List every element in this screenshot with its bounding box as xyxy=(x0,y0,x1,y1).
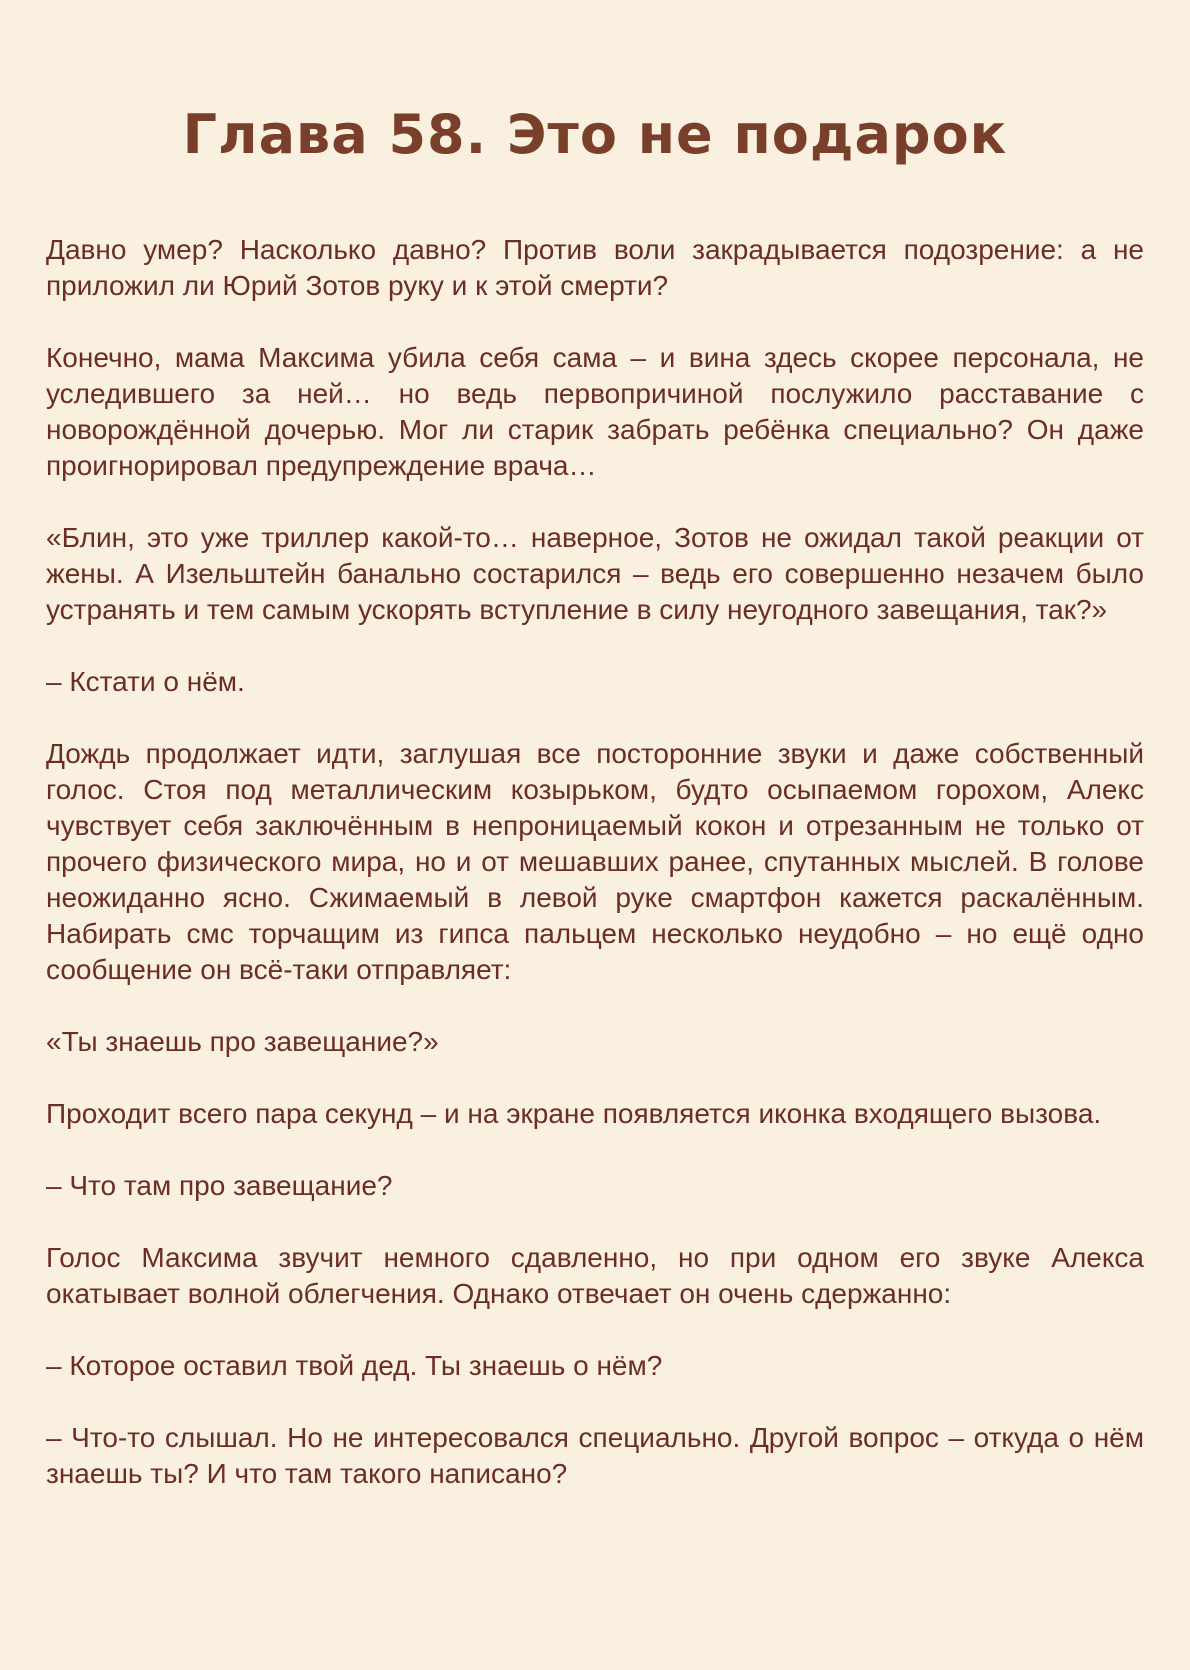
paragraph-1: Давно умер? Насколько давно? Против воли закрадывается подозрение: а не приложил ли Юрий Зотов руку и к этой смерти? xyxy=(46,234,1144,301)
paragraph-8: – Что там про завещание? xyxy=(46,1170,393,1201)
paragraph-3: «Блин, это уже триллер какой-то… наверное, Зотов не ожидал такой реакции от жены. А Изельштейн банально состарился – ведь его совершенно незачем было устранять и тем самым ускорять вступление в силу неугодного завещания, так?» xyxy=(46,522,1144,625)
paragraph-11: – Что-то слышал. Но не интересовался специально. Другой вопрос – откуда о нём знаешь ты? И что там такого написано? xyxy=(46,1422,1144,1489)
paragraph-10: – Которое оставил твой дед. Ты знаешь о нём? xyxy=(46,1350,663,1381)
chapter-title: Глава 58. Это не подарок xyxy=(182,103,1008,166)
paragraph-9: Голос Максима звучит немного сдавленно, но при одном его звуке Алекса окатывает волной облегчения. Однако отвечает он очень сдержанно: xyxy=(46,1242,1144,1309)
chapter-text xyxy=(46,232,1144,1492)
paragraph-7: Проходит всего пара секунд – и на экране появляется иконка входящего вызова. xyxy=(46,1098,1102,1129)
paragraph-4: – Кстати о нём. xyxy=(46,666,245,697)
paragraph-6: «Ты знаешь про завещание?» xyxy=(46,1026,439,1057)
paragraph-2: Конечно, мама Максима убила себя сама – и вина здесь скорее персонала, не уследившего за ней… но ведь первопричиной послужило расставание с новорождённой дочерью. Мог ли старик забрать ребёнка специально? Он даже проигнорировал предупреждение врача… xyxy=(46,342,1144,481)
paragraph-5: Дождь продолжает идти, заглушая все посторонние звуки и даже собственный голос. Стоя под металлическим козырьком, будто осыпаемом горохом, Алекс чувствует себя заключённым в непроницаемый кокон и отрезанным не только от прочего физического мира, но и от мешавших ранее, спутанных мыслей. В голове неожиданно ясно. Сжимаемый в левой руке смартфон кажется раскалённым. Набирать смс торчащим из гипса пальцем несколько неудобно – но ещё одно сообщение он всё-таки отправляет: xyxy=(46,738,1144,985)
